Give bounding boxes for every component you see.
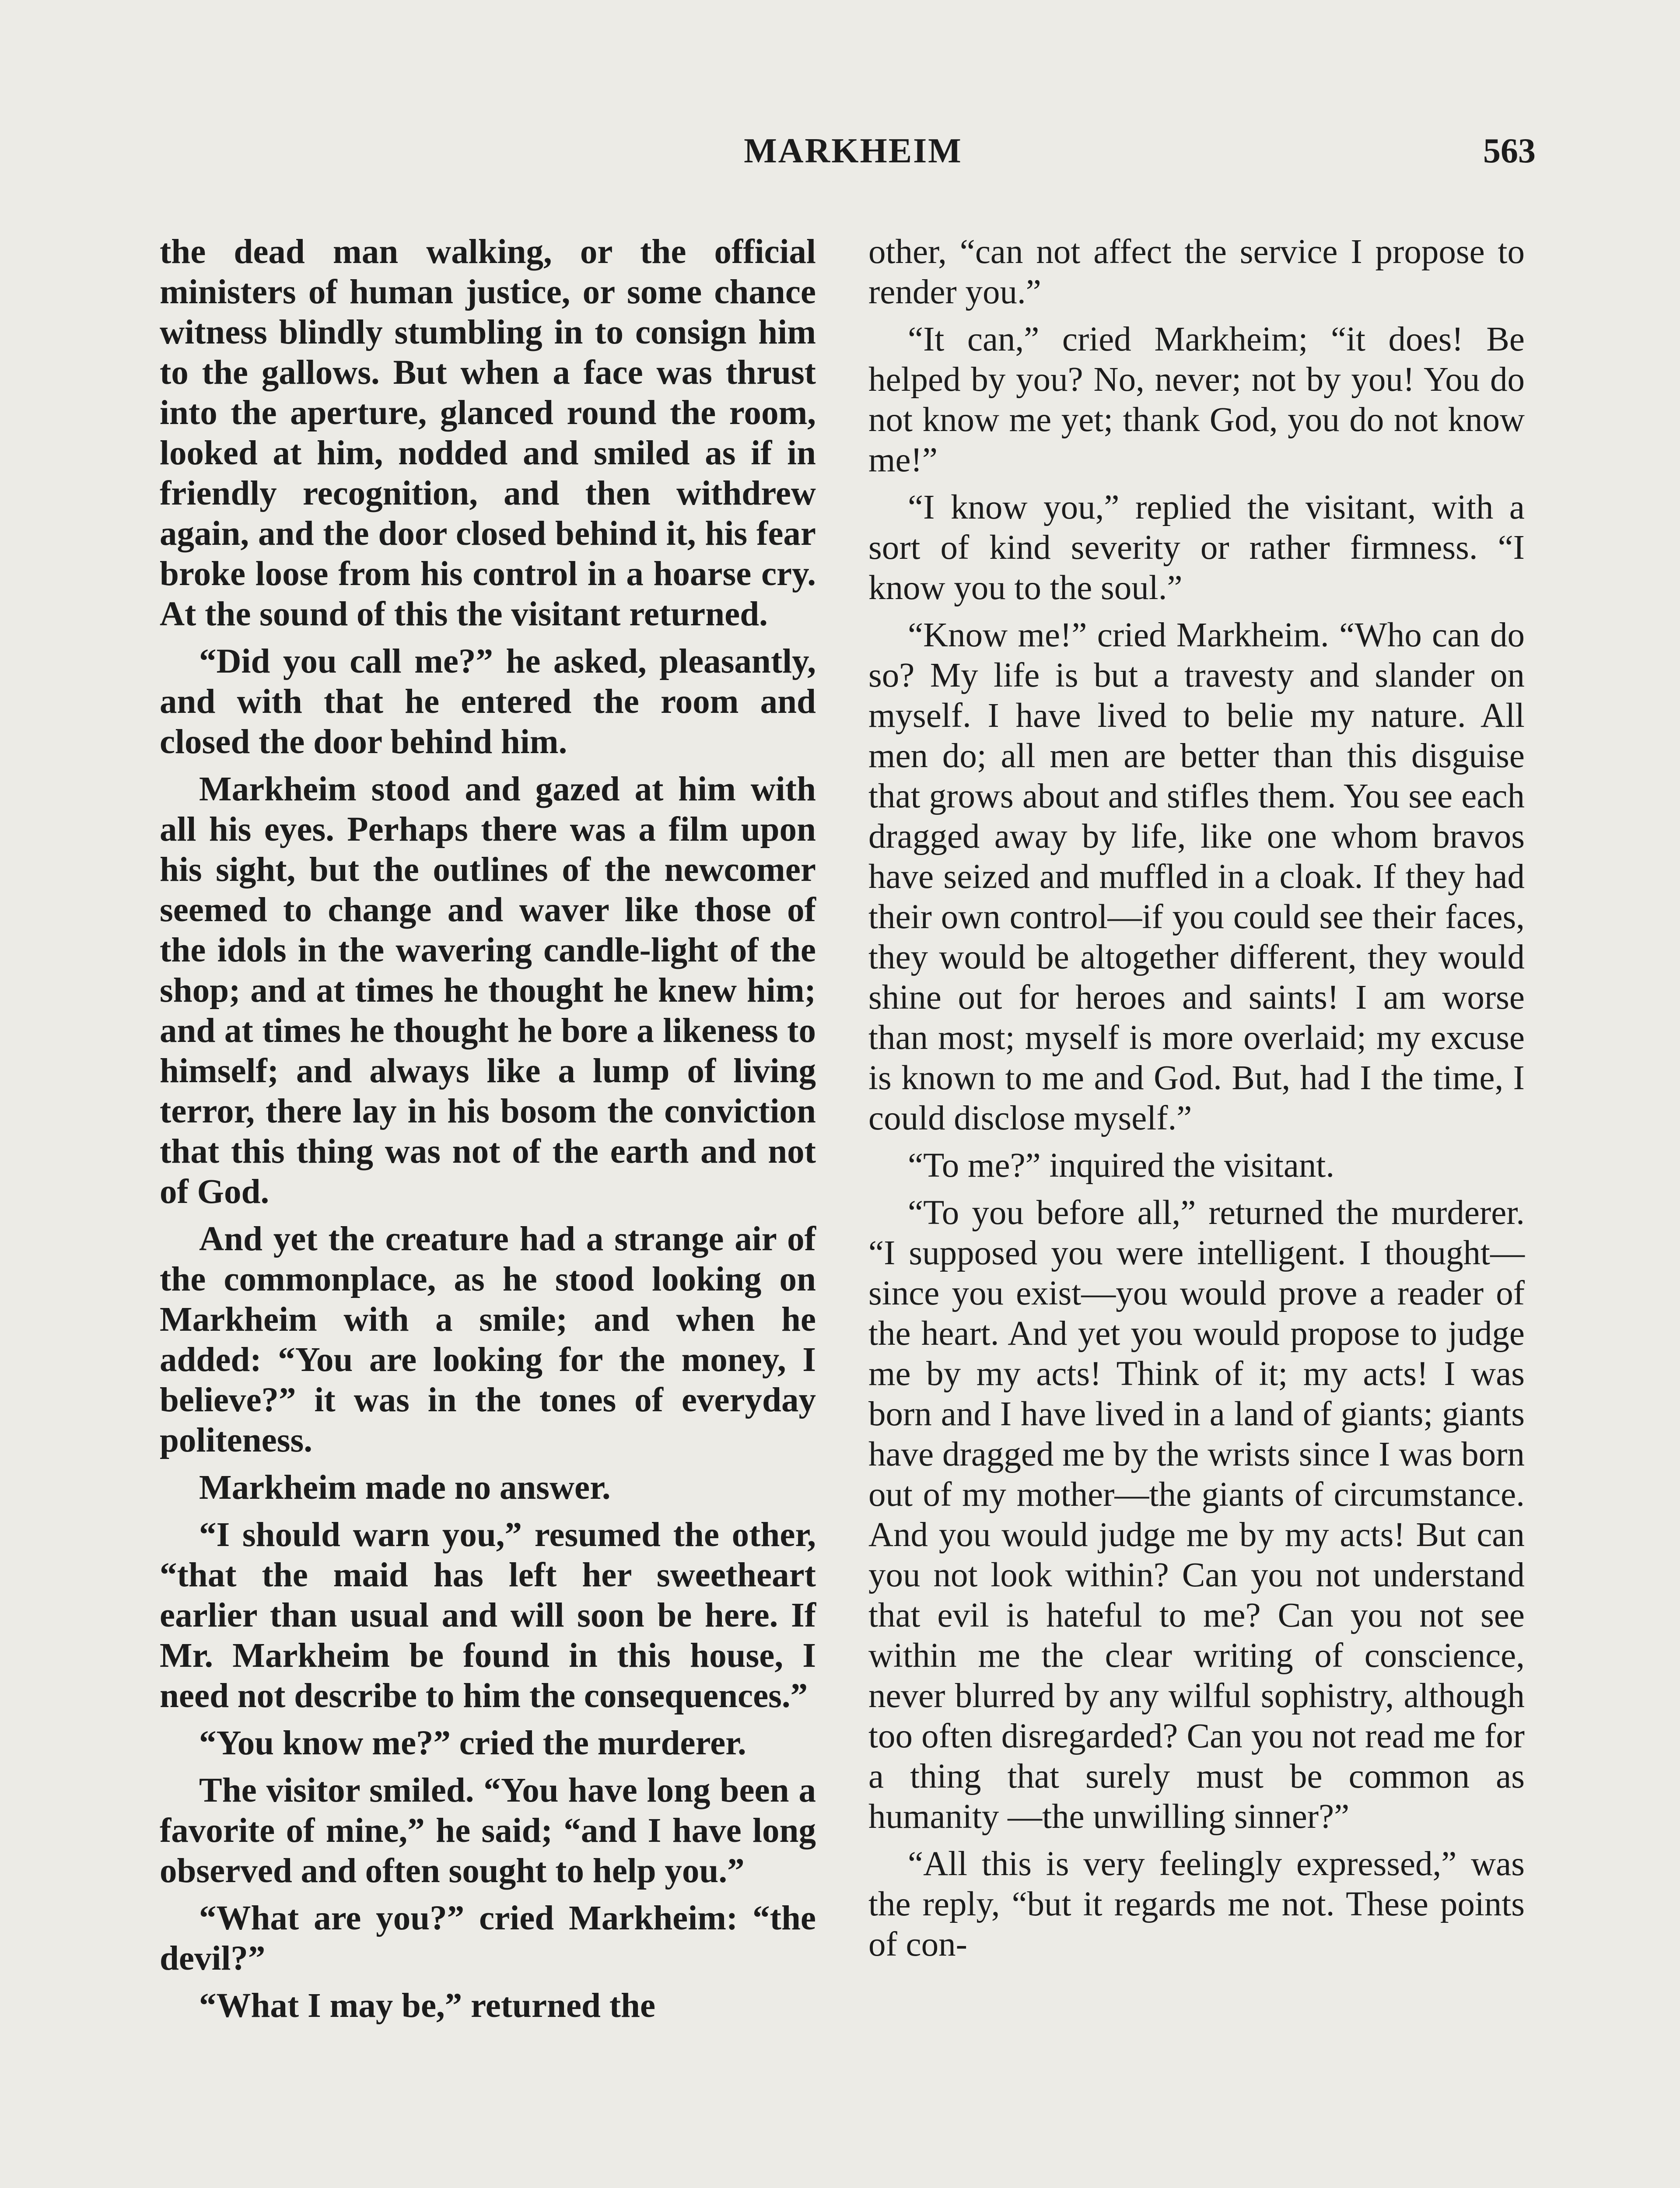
running-head: MARKHEIM (744, 132, 962, 170)
paragraph: “To you before all,” returned the murderer. “I supposed you were intelligent. I thought—since you exist—you would prove a reader of the heart. And yet you would propose to judge me by my acts! Think of it; my acts! I was born and I have lived in a land of giants; giants have dragged me by the wrists since I was born out of my mother—the giants of circumstance. And you would judge me by my acts! But can you not look within? Can you not understand that evil is hateful to me? Can you not see within me the clear writing of conscience, never blurred by any wilful sophistry, although too often disregarded? Can you not read me for a thing that surely must be common as humanity —the unwilling sinner?” (868, 1194, 1525, 1836)
paragraph: “What are you?” cried Markheim: “the devil?” (160, 1899, 816, 1978)
right-column (868, 232, 1525, 2188)
paragraph: The visitor smiled. “You have long been a favorite of mine,” he said; “and I have long observed and often sought to help you.” (160, 1771, 816, 1890)
paragraph: “You know me?” cried the murderer. (199, 1724, 746, 1762)
left-column (160, 232, 816, 2188)
page-header (0, 131, 1680, 184)
paragraph: other, “can not affect the service I propose to render you.” (868, 233, 1525, 311)
paragraph: the dead man walking, or the official ministers of human justice, or some chance witness blindly stumbling in to consign him to the gallows. But when a face was thrust into the aperture, glanced round the room, looked at him, nodded and smiled as if in friendly recognition, and then withdrew again, and the door closed behind it, his fear broke loose from his control in a hoarse cry. At the sound of this the visitant returned. (160, 233, 816, 633)
paragraph: Markheim made no answer. (199, 1469, 611, 1507)
paragraph: “I know you,” replied the visitant, with a sort of kind severity or rather firmness. “I know you to the soul.” (868, 488, 1525, 607)
paragraph: “It can,” cried Markheim; “it does! Be helped by you? No, never; not by you! You do not know me yet; thank God, you do not know me!” (868, 320, 1525, 479)
paragraph: “Know me!” cried Markheim. “Who can do so? My life is but a travesty and slander on myself. I have lived to belie my nature. All men do; all men are better than this disguise that grows about and stifles them. You see each dragged away by life, like one whom bravos have seized and muffled in a cloak. If they had their own control—if you could see their faces, they would be altogether different, they would shine out for heroes and saints! I am worse than most; myself is more overlaid; my excuse is known to me and God. But, had I the time, I could disclose myself.” (868, 616, 1525, 1137)
paragraph: “Did you call me?” he asked, pleasantly, and with that he entered the room and closed the door behind him. (160, 642, 816, 761)
paragraph: Markheim stood and gazed at him with all his eyes. Perhaps there was a film upon his sight, but the outlines of the newcomer seemed to change and waver like those of the idols in the wavering candle-light of the shop; and at times he thought he knew him; and at times he thought he bore a likeness to himself; and always like a lump of living terror, there lay in his bosom the conviction that this thing was not of the earth and not of God. (160, 770, 816, 1211)
paragraph: “I should warn you,” resumed the other, “that the maid has left her sweetheart earlier than usual and will soon be here. If Mr. Markheim be found in this house, I need not describe to him the consequences.” (160, 1516, 816, 1715)
page-number: 563 (1483, 132, 1536, 170)
paragraph: “What I may be,” returned the (199, 1987, 656, 2025)
paragraph: And yet the creature had a strange air of the commonplace, as he stood looking on Markheim with a smile; and when he added: “You are looking for the money, I believe?” it was in the tones of everyday politeness. (160, 1220, 816, 1459)
paragraph: “To me?” inquired the visitant. (908, 1147, 1335, 1185)
paragraph: “All this is very feelingly expressed,” was the reply, “but it regards me not. These points of con- (868, 1845, 1525, 1964)
